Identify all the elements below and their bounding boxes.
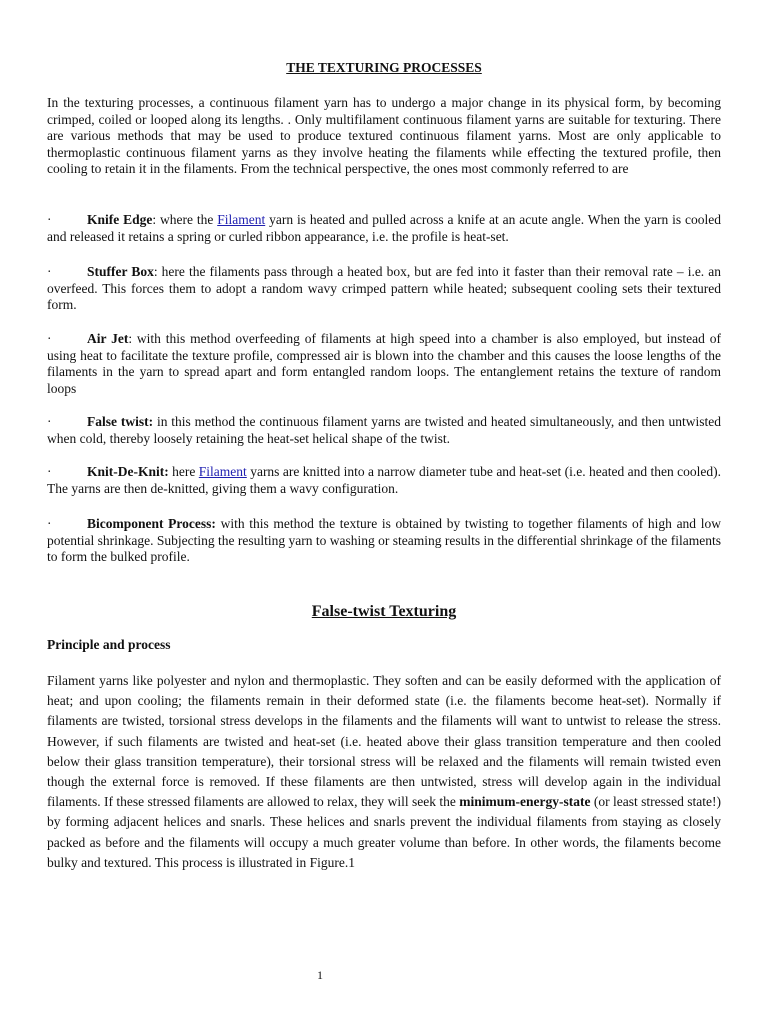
method-sep: here xyxy=(168,464,199,479)
bullet-symbol: · xyxy=(47,464,52,479)
bullet-symbol: · xyxy=(47,264,52,279)
method-term: Knit-De-Knit: xyxy=(87,464,169,479)
filament-link[interactable]: Filament xyxy=(198,464,247,479)
section-heading: False-twist Texturing xyxy=(311,603,457,620)
paragraph-text: Filament yarns like polyester and nylon and thermoplastic. They soften and can be easily deformed with the application of heat; and upon cooling; the filaments remain in their deformed state (i.e. the filaments become heat-set). Normally if filaments are twisted, torsional stress develops in the filaments and the filaments will want to untwist to release the stress. However, if such filaments are twisted and heat-set (i.e. heated above their glass transition temperature and then cooled below their glass transition temperature), their torsional stress will be relaxed and the filaments will remain twisted even though the external force is removed. If these filaments are then untwisted, stress will develop again in the individual filaments. If these stressed filaments are allowed to relax, they will seek the xyxy=(47,673,721,810)
method-term: False twist: xyxy=(87,414,154,429)
bullet-false-twist xyxy=(47,414,721,447)
section-paragraph xyxy=(47,671,721,873)
bullet-symbol: · xyxy=(47,212,52,227)
page-number: 1 xyxy=(317,968,323,982)
paragraph-bold-term: minimum-energy-state xyxy=(459,794,591,810)
method-term: Air Jet xyxy=(87,331,129,346)
bullet-bicomponent xyxy=(47,516,721,566)
method-text: yarns are knitted into a narrow diameter tube and heat-set (i.e. heated and then cooled). The yarns are then de-knitted, giving them a wavy configuration. xyxy=(47,464,722,496)
bullet-knife-edge xyxy=(47,212,721,245)
method-text: : here the filaments pass through a heated box, but are fed into it faster than their removal rate – i.e. an overfeed. This forces them to adopt a random wavy crimped pattern while heated; subsequent cooling sets their textured form. xyxy=(47,264,721,312)
intro-paragraph: In the texturing processes, a continuous filament yarn has to undergo a major change in its physical form, by becoming crimped, coiled or looped along its lengths. . Only multifilament continuous filament yarns are suitable for texturing. There are various methods that may be used to produce textured continuous filament yarns. Most are only applicable to thermoplastic continuous filament yarns as they involve heating the filaments while effecting the textured profile, then cooling to retain it in the filaments. From the technical perspective, the ones most commonly referred to are xyxy=(47,95,721,176)
page-title: THE TEXTURING PROCESSES xyxy=(286,60,482,75)
bullet-knit-de-knit xyxy=(47,464,721,497)
paragraph-text-continued: (or least stressed state!) by forming adjacent helices and snarls. These helices and snarls prevent the individual filaments from staying as closely packed as before and the filaments will occupy a much greater volume than before. In other words, the filaments become bulky and textured. This process is illustrated in Figure.1 xyxy=(47,794,721,870)
method-text: yarn is heated and pulled across a knife at an acute angle. When the yarn is cooled and released it retains a spring or curled ribbon appearance, i.e. the profile is heat-set. xyxy=(47,212,721,244)
method-sep: : where the xyxy=(152,212,218,227)
bullet-stuffer-box xyxy=(47,264,721,314)
method-text: with this method the texture is obtained by twisting to together filaments of high and low potential shrinkage. Subjecting the resulting yarn to washing or steaming results in the differential shrinkage of the filaments to form the bulked profile. xyxy=(47,516,721,564)
bullet-symbol: · xyxy=(47,516,52,531)
bullet-symbol: · xyxy=(47,414,52,429)
bullet-air-jet xyxy=(47,331,721,397)
method-term: Bicomponent Process: xyxy=(87,516,216,531)
method-term: Stuffer Box xyxy=(87,264,154,279)
method-text: in this method the continuous filament yarns are twisted and heated simultaneously, and then untwisted when cold, thereby loosely retaining the heat-set helical shape of the twist. xyxy=(47,414,721,446)
filament-link[interactable]: Filament xyxy=(217,212,266,227)
bullet-symbol: · xyxy=(47,331,52,346)
method-text: : with this method overfeeding of filaments at high speed into a chamber is also employed, but instead of using heat to facilitate the texture profile, compressed air is blown into the chamber and this causes the loose lengths of the filaments in the yarn to spread apart and form entangled random loops. The entanglement retains the texture of random loops xyxy=(47,331,721,396)
section-subheading: Principle and process xyxy=(47,637,171,652)
method-term: Knife Edge xyxy=(87,212,153,227)
